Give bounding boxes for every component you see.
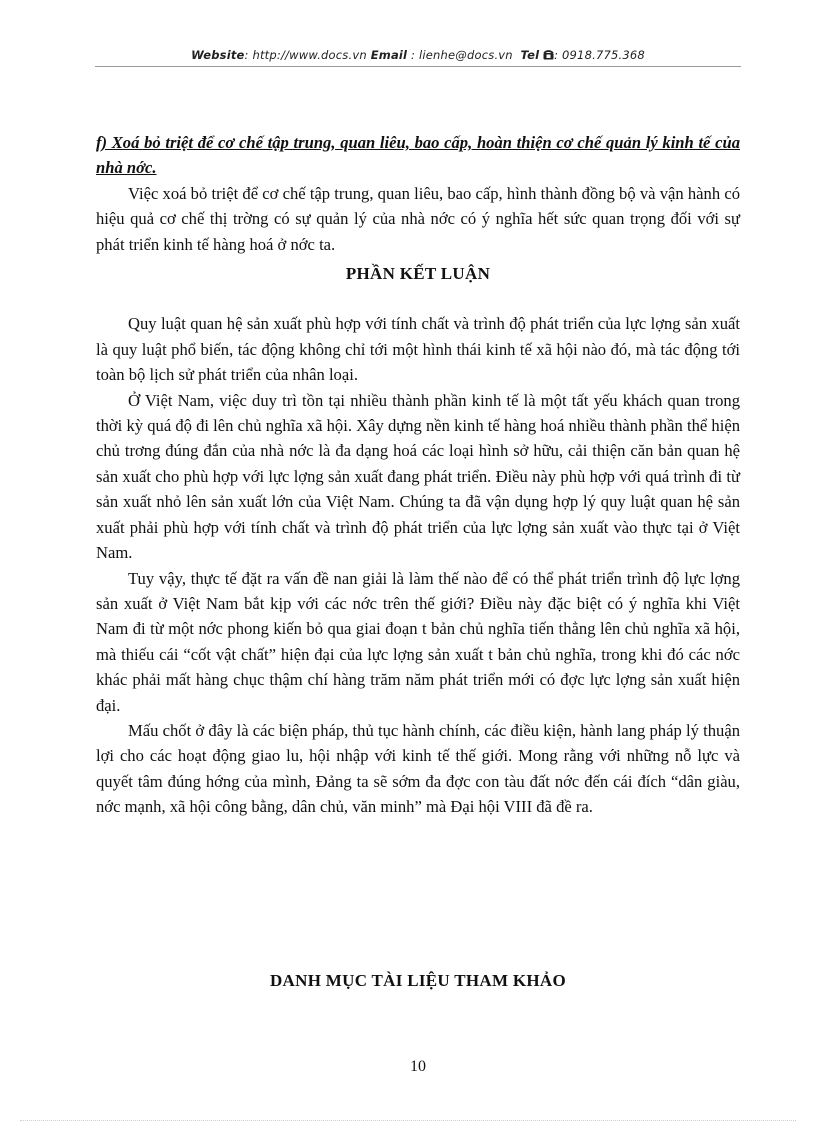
conclusion-paragraph-4: Mấu chốt ở đây là các biện pháp, thủ tục hành chính, các điều kiện, hành lang pháp lý thuận lợi cho các hoạt động giao lu, hội nhập với kinh tế thế giới. Mong rằng với những nỗ lực và quyết tâm đúng hớng của mình, Đảng ta sẽ sớm đa đợc con tàu đất nớc đến cái đích “dân giàu, nớc mạnh, xã hội công bằng, dân chủ, văn minh” mà Đại hội VIII đã đề ra. (96, 720, 740, 817)
conclusion-paragraph-3: Tuy vậy, thực tế đặt ra vấn đề nan giải là làm thế nào để có thể phát triển trình độ lực lợng sản xuất ở Việt Nam bắt kịp với các nớc trên thế giới? Điều này đặc biệt có ý nghĩa khi Việt Nam đi từ một nớc phong kiến bỏ qua giai đoạn t bản chủ nghĩa tiến thẳng lên chủ nghĩa xã hội, mà thiếu cái “cốt vật chất” hiện đại của lực lợng sản xuất t bản chủ nghĩa, trong khi đó các nớc khác phải mất hàng chục thậm chí hàng trăm năm phát triển mới có đợc lực lợng sản xuất hiện đại. (96, 568, 740, 715)
header-divider (95, 66, 741, 67)
footer-divider (20, 1120, 796, 1121)
conclusion-paragraph-1: Quy luật quan hệ sản xuất phù hợp với tính chất và trình độ phát triển của lực lợng sản xuất là quy luật phổ biến, tác động không chỉ tới một hình thái kinh tế xã hội nào đó, mà tác động tới toàn bộ lịch sử phát triển của nhân loại. (96, 314, 740, 385)
phone-icon (543, 48, 554, 62)
document-body (96, 130, 740, 820)
email-label: Email (370, 48, 408, 62)
tel-value: : 0918.775.368 (554, 48, 645, 62)
conclusion-paragraph-2: Ở Việt Nam, việc duy trì tồn tại nhiều thành phần kinh tế là một tất yếu khách quan trong thời kỳ quá độ đi lên chủ nghĩa xã hội. Xây dựng nền kinh tế hàng hoá nhiều thành phần thể hiện chủ trơng đúng đắn của nhà nớc là đa dạng hoá các loại hình sở hữu, cải thiện căn bản quan hệ sản xuất cho phù hợp với lực lợng sản xuất đang phát triển. Điều này phù hợp với quá trình đi từ sản xuất nhỏ lên sản xuất lớn của Việt Nam. Chúng ta đã vận dụng hợp lý quy luật quan hệ sản xuất phải phù hợp với tính chất và trình độ phát triển của lực lợng sản xuất vào thực tại ở Việt Nam. (96, 390, 740, 563)
page-number: 10 (410, 1058, 426, 1075)
page-header (95, 48, 741, 62)
section-subheading: f) Xoá bỏ triệt để cơ chế tập trung, quan liêu, bao cấp, hoàn thiện cơ chế quản lý kinh tế của nhà nớc. (96, 133, 740, 178)
conclusion-title: PHẦN KẾT LUẬN (345, 264, 491, 284)
website-label: Website (191, 48, 245, 62)
references-title: DANH MỤC TÀI LIỆU THAM KHẢO (269, 971, 567, 990)
website-value: : http://www.docs.vn (244, 48, 367, 62)
email-value: : lienhe@docs.vn (411, 48, 513, 62)
tel-label: Tel (520, 48, 540, 62)
intro-paragraph: Việc xoá bỏ triệt để cơ chế tập trung, quan liêu, bao cấp, hình thành đồng bộ và vận hành có hiệu quả cơ chế thị trờng có sự quản lý của nhà nớc có ý nghĩa hết sức quan trọng đối với sự phát triển kinh tế hàng hoá ở nớc ta. (96, 183, 740, 254)
